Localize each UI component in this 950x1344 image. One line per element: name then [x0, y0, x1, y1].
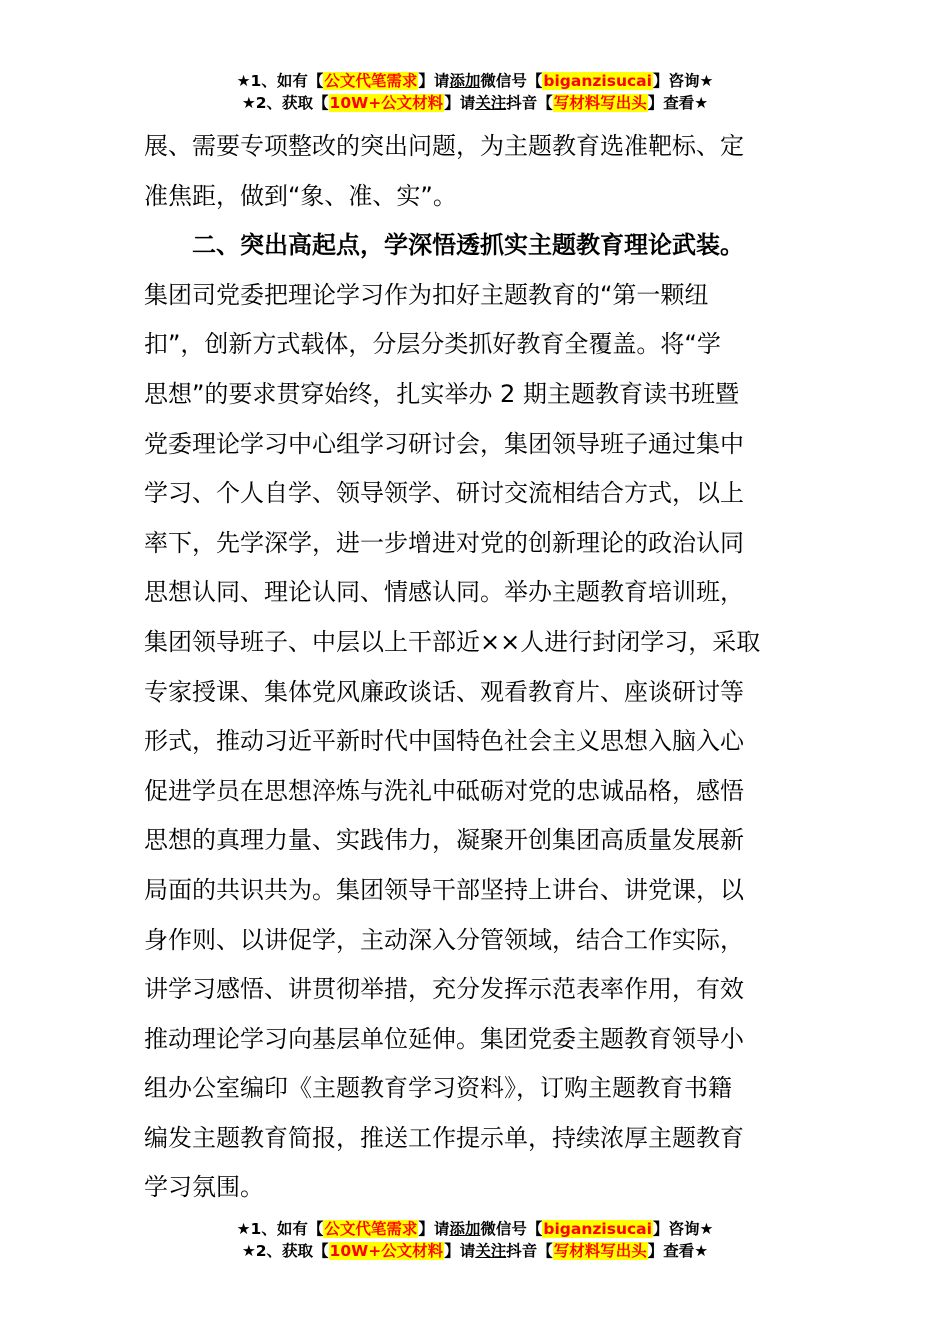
- promo-text: 抖音【: [506, 94, 553, 112]
- promo-underlined: 关注: [475, 94, 507, 112]
- promo-text: 】咨询★: [652, 1220, 714, 1238]
- section-heading: 二、突出高起点，学深悟透抓实主题教育理论武装。: [192, 231, 744, 260]
- promo-highlight: 公文代笔需求: [324, 1220, 418, 1238]
- body-line: 率下，先学深学，进一步增进对党的创新理论的政治认同: [144, 528, 744, 557]
- body-line: 扣”，创新方式载体，分层分类抓好教育全覆盖。将“学: [144, 330, 721, 359]
- body-line: 党委理论学习中心组学习研讨会，集团领导班子通过集中: [144, 429, 744, 458]
- body-line: 编发主题教育简报，推送工作提示单，持续浓厚主题教育: [144, 1123, 744, 1152]
- promo-text: 】请: [418, 1220, 450, 1238]
- promo-text: 】咨询★: [652, 72, 714, 90]
- promo-line-2: [0, 92, 950, 114]
- body-line: 学习氛围。: [144, 1173, 264, 1202]
- promo-text: 微信号【: [480, 1220, 543, 1238]
- document-body: [144, 122, 808, 1213]
- promo-text: ★1、如有【: [236, 72, 324, 90]
- promo-underlined: 添加: [449, 72, 481, 90]
- body-line: 组办公室编印《主题教育学习资料》，订购主题教育书籍: [144, 1074, 732, 1103]
- promo-highlight: 写材料写出头: [553, 1242, 647, 1260]
- body-line: 促进学员在思想淬炼与洗礼中砥砺对党的忠诚品格，感悟: [144, 776, 744, 805]
- promo-line-1: [0, 70, 950, 92]
- body-line: 形式，推动习近平新时代中国特色社会主义思想入脑入心: [144, 727, 744, 756]
- promo-line-1: [0, 1218, 950, 1240]
- body-line: 展、需要专项整改的突出问题，为主题教育选准靶标、定: [144, 132, 744, 160]
- promo-highlight: biganzisucai: [543, 72, 652, 90]
- body-line: 准焦距，做到“象、准、实”。: [144, 181, 457, 210]
- body-line: 专家授课、集体党风廉政谈话、观看教育片、座谈研讨等: [144, 677, 744, 706]
- body-line: 身作则、以讲促学，主动深入分管领域，结合工作实际，: [144, 925, 744, 954]
- header-promo-banner: [0, 70, 950, 114]
- promo-text: 微信号【: [480, 72, 543, 90]
- promo-underlined: 关注: [475, 1242, 507, 1260]
- promo-text: ★2、获取【: [241, 1242, 329, 1260]
- promo-highlight: biganzisucai: [543, 1220, 652, 1238]
- promo-highlight: 10W+公文材料: [329, 94, 444, 112]
- promo-underlined: 添加: [449, 1220, 481, 1238]
- promo-text: ★2、获取【: [241, 94, 329, 112]
- body-line: 局面的共识共为。集团领导干部坚持上讲台、讲党课，以: [144, 875, 744, 904]
- body-line: 思想认同、理论认同、情感认同。举办主题教育培训班，: [144, 578, 744, 607]
- body-line: 讲学习感悟、讲贯彻举措，充分发挥示范表率作用，有效: [144, 975, 744, 1004]
- promo-text: 】查看★: [647, 1242, 709, 1260]
- promo-text: 】请: [444, 94, 476, 112]
- body-line: 集团司党委把理论学习作为扣好主题教育的“第一颗纽: [144, 280, 709, 309]
- body-line: 思想的真理力量、实践伟力，凝聚开创集团高质量发展新: [144, 826, 744, 855]
- promo-highlight: 写材料写出头: [553, 94, 647, 112]
- body-line: 集团领导班子、中层以上干部近××人进行封闭学习，采取: [144, 627, 761, 656]
- promo-text: 】请: [444, 1242, 476, 1260]
- footer-promo-banner: [0, 1218, 950, 1262]
- body-line: 学习、个人自学、领导领学、研讨交流相结合方式，以上: [144, 479, 744, 508]
- promo-text: 】查看★: [647, 94, 709, 112]
- promo-highlight: 公文代笔需求: [324, 72, 418, 90]
- promo-line-2: [0, 1240, 950, 1262]
- promo-text: 抖音【: [506, 1242, 553, 1260]
- promo-highlight: 10W+公文材料: [329, 1242, 444, 1260]
- body-line: 推动理论学习向基层单位延伸。集团党委主题教育领导小: [144, 1024, 744, 1053]
- promo-text: 】请: [418, 72, 450, 90]
- promo-text: ★1、如有【: [236, 1220, 324, 1238]
- body-line: 思想”的要求贯穿始终，扎实举办 2 期主题教育读书班暨: [144, 379, 739, 408]
